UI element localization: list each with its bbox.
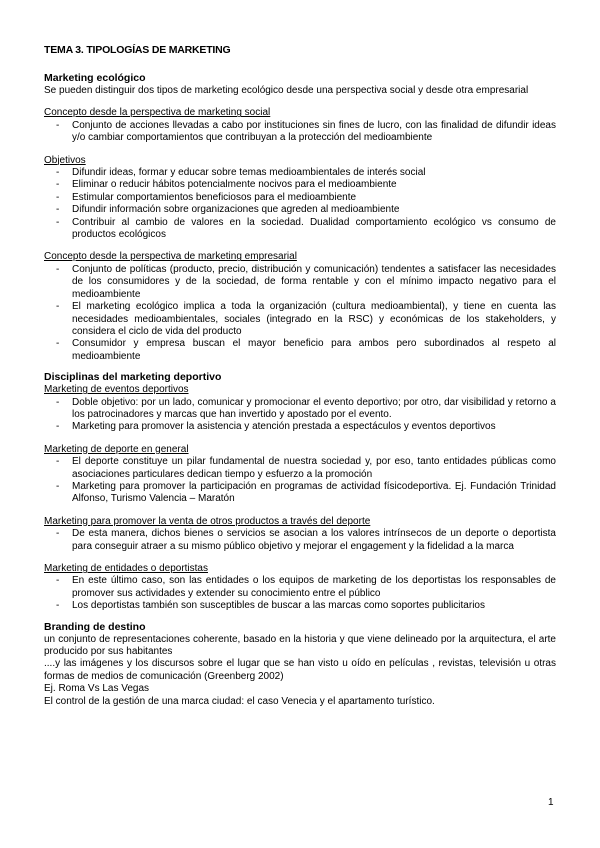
list-item: - Estimular comportamientos beneficiosos para el medioambiente <box>72 192 556 204</box>
list-item: - Conjunto de políticas (producto, precio, distribución y comunicación) tendentes a satisfacer las necesidades de los consumidores y de la sociedad, de forma rentable y con el mínimo impacto negativo para el medioambiente <box>72 264 556 301</box>
list-item: - El marketing ecológico implica a toda la organización (cultura medioambiental), y tiene en cuenta las necesidades medioambientales, sociales (integrado en la RSC) y económicas de los stakeholders, y considera el ciclo de vida del producto <box>72 301 556 338</box>
subheading: Marketing para promover la venta de otros productos a través del deporte <box>44 515 371 527</box>
paragraph: El control de la gestión de una marca ciudad: el caso Venecia y el apartamento turístico. <box>44 695 435 707</box>
list-item: - Difundir información sobre organizaciones que agreden al medioambiente <box>72 204 556 216</box>
document-page <box>44 44 556 708</box>
list-item: - Conjunto de acciones llevadas a cabo por instituciones sin fines de lucro, con las finalidad de difundir ideas y/o cambiar comportamientos que contribuyan a la protección del medioambiente <box>72 120 556 145</box>
bullet-list <box>44 397 556 434</box>
list-item: - Difundir ideas, formar y educar sobre temas medioambientales de interés social <box>72 167 556 179</box>
subheading: Concepto desde la perspectiva de marketing empresarial <box>44 251 297 263</box>
subheading: Marketing de deporte en general <box>44 443 189 455</box>
document-title: TEMA 3. TIPOLOGÍAS DE MARKETING <box>44 44 231 56</box>
section-heading-branding: Branding de destino <box>44 620 146 633</box>
paragraph: un conjunto de representaciones coherente, basado en la historia y que viene delineado por la arquitectura, el arte producido por sus habitantes <box>44 633 556 658</box>
list-item: - Marketing para promover la participación en programas de actividad físicodeportiva. Ej. Fundación Trinidad Alfonso, Turismo Valencia – Maratón <box>72 481 556 506</box>
list-item: - De esta manera, dichos bienes o servicios se asocian a los valores intrínsecos de un deporte o deportista para conseguir atraer a su mismo público objetivo y mejorar el engagement y la fidelidad a la marca <box>72 528 556 553</box>
list-item: - Los deportistas también son susceptibles de buscar a las marcas como soportes publicitarios <box>72 600 556 612</box>
list-item: - Eliminar o reducir hábitos potencialmente nocivos para el medioambiente <box>72 179 556 191</box>
section-heading-deportivo: Disciplinas del marketing deportivo <box>44 371 222 384</box>
bullet-list <box>44 264 556 363</box>
bullet-list <box>44 167 556 241</box>
list-item: - Doble objetivo: por un lado, comunicar y promocionar el evento deportivo; por otro, dar visibilidad y retorno a los patrocinadores y marcas que han invertido y apostado por el evento. <box>72 397 556 422</box>
list-item: - Marketing para promover la asistencia y atención prestada a espectáculos y eventos deportivos <box>72 421 556 433</box>
bullet-list <box>44 575 556 612</box>
subheading: Objetivos <box>44 154 86 166</box>
bullet-list <box>44 528 556 553</box>
list-item: - El deporte constituye un pilar fundamental de nuestra sociedad y, por eso, tanto entidades públicas como asociaciones particulares dedican tiempo y esfuerzo a la promoción <box>72 456 556 481</box>
paragraph: Ej. Roma Vs Las Vegas <box>44 683 150 695</box>
bullet-list <box>44 120 556 145</box>
paragraph: Se pueden distinguir dos tipos de marketing ecológico desde una perspectiva social y desde otra empresarial <box>44 85 529 96</box>
section-heading-eco: Marketing ecológico <box>44 72 146 84</box>
list-item: - Consumidor y empresa buscan el mayor beneficio para ambos pero subordinados al respeto al medioambiente <box>72 338 556 363</box>
page-number: 1 <box>548 797 554 808</box>
subheading: Marketing de eventos deportivos <box>44 384 189 396</box>
bullet-list <box>44 456 556 506</box>
list-item: - En este último caso, son las entidades o los equipos de marketing de los deportistas los responsables de promover sus actividades y extender su conocimiento entre el público <box>72 575 556 600</box>
subheading: Concepto desde la perspectiva de marketing social <box>44 107 271 119</box>
list-item: - Contribuir al cambio de valores en la sociedad. Dualidad comportamiento ecológico vs consumo de productos ecológicos <box>72 217 556 242</box>
subheading: Marketing de entidades o deportistas <box>44 563 208 574</box>
paragraph: ....y las imágenes y los discursos sobre el lugar que se han visto u oído en películas , revistas, televisión u otras formas de medios de comunicación (Greenberg 2002) <box>44 658 556 682</box>
